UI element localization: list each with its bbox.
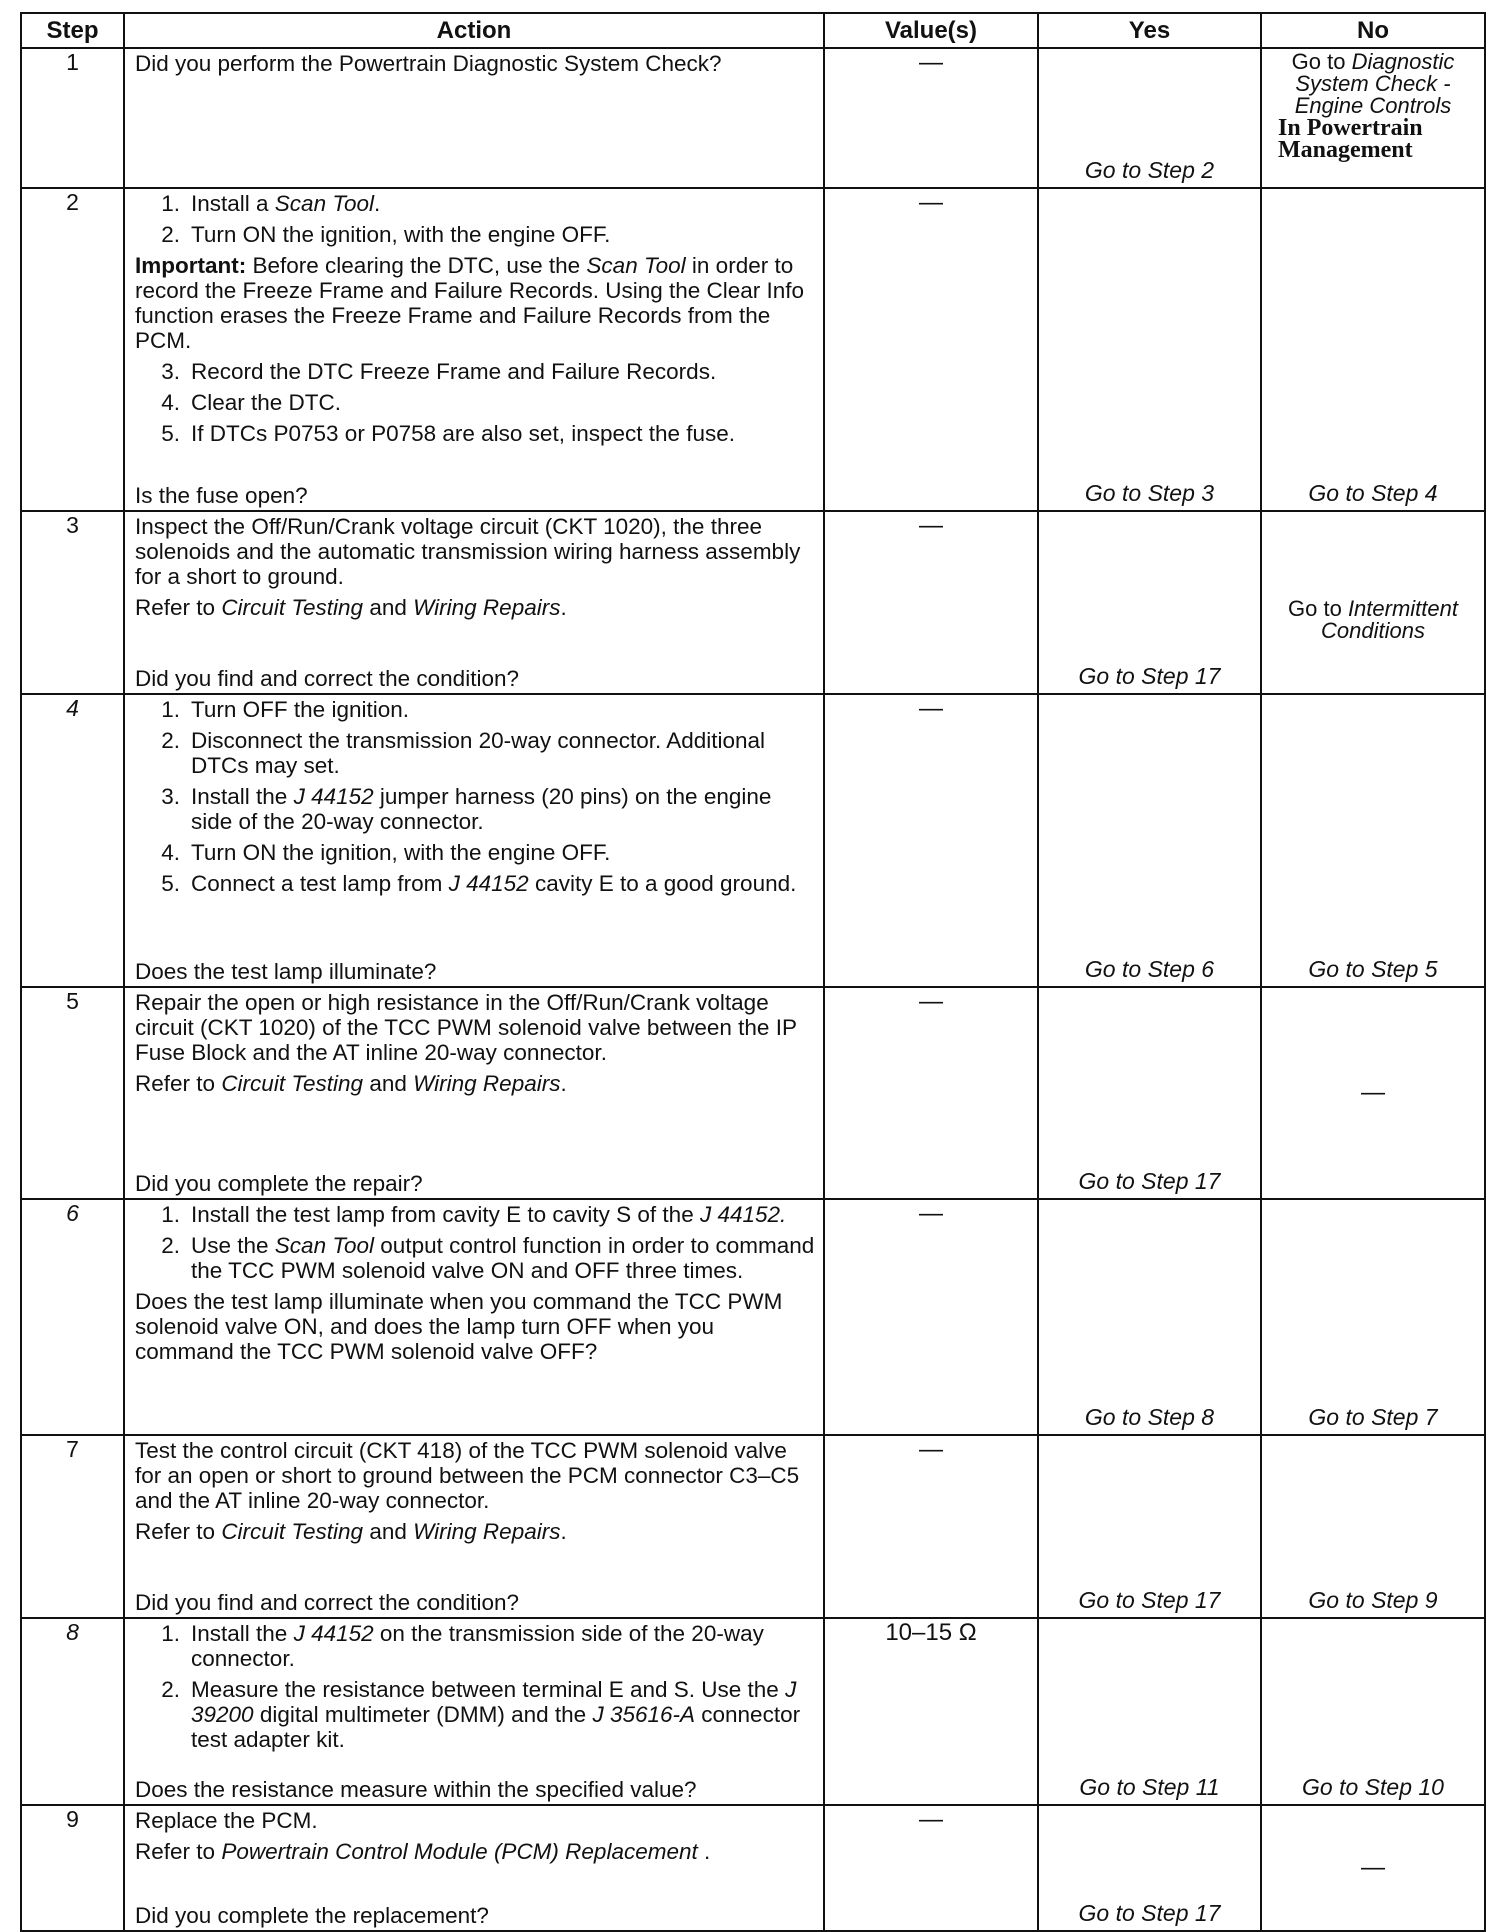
action-text: Test the control circuit (CKT 418) of the TCC PWM solenoid valve for an open or short to ground between the PCM connector C3–C5 and the AT inline 20-way connector.	[135, 1438, 800, 1513]
no-manual-ref: In Powertrain Management	[1278, 115, 1423, 163]
value-cell: —	[824, 1199, 1038, 1435]
action-question: Did you complete the repair?	[135, 1171, 423, 1196]
table-row-step-9	[21, 1805, 1485, 1931]
action-cell	[124, 188, 824, 511]
no-goto-label: Go to	[1288, 596, 1342, 621]
action-question: Does the test lamp illuminate?	[135, 959, 437, 984]
list-item: 1. Turn OFF the ignition.	[161, 697, 410, 722]
wiring-repairs-link[interactable]: Wiring Repairs	[413, 595, 561, 620]
action-question: Did you find and correct the condition?	[135, 666, 519, 691]
no-goto-link[interactable]: Intermittent Conditions	[1321, 596, 1458, 643]
list-item: 5. If DTCs P0753 or P0758 are also set, inspect the fuse.	[161, 421, 736, 446]
value-cell: —	[824, 694, 1038, 987]
yes-goto[interactable]: Go to Step 17	[1078, 663, 1221, 689]
yes-cell	[1038, 188, 1261, 511]
refer-text: Refer to Circuit Testing and Wiring Repairs.	[135, 1071, 567, 1096]
yes-cell	[1038, 1805, 1261, 1931]
no-cell	[1261, 48, 1485, 188]
header-yes: Yes	[1038, 13, 1261, 48]
list-item: 1. Install the test lamp from cavity E to cavity S of the J 44152.	[161, 1202, 787, 1227]
refer-text: Refer to Circuit Testing and Wiring Repairs.	[135, 1519, 567, 1544]
no-goto[interactable]: Go to Step 5	[1308, 956, 1438, 982]
action-cell	[124, 1435, 824, 1618]
table-row-step-3	[21, 511, 1485, 694]
no-cell	[1261, 694, 1485, 987]
table-row-step-4	[21, 694, 1485, 987]
list-item: 4. Turn ON the ignition, with the engine OFF.	[161, 840, 611, 865]
yes-goto[interactable]: Go to Step 17	[1078, 1587, 1221, 1613]
step-number: 3	[21, 511, 124, 694]
table-row-step-2	[21, 188, 1485, 511]
list-item: 2. Turn ON the ignition, with the engine OFF.	[161, 222, 611, 247]
circuit-testing-link[interactable]: Circuit Testing	[221, 1519, 364, 1544]
no-cell	[1261, 1805, 1485, 1931]
refer-text: Refer to Circuit Testing and Wiring Repairs.	[135, 595, 567, 620]
list-item: 5. Connect a test lamp from J 44152 cavity E to a good ground.	[161, 871, 797, 896]
value-cell: —	[824, 1805, 1038, 1931]
no-dash: —	[1361, 1079, 1385, 1106]
no-goto-link[interactable]: Diagnostic System Check - Engine Controls	[1294, 49, 1455, 118]
value-cell: —	[824, 987, 1038, 1199]
action-text: Inspect the Off/Run/Crank voltage circuit (CKT 1020), the three solenoids and the automatic transmission wiring harness assembly for a short to ground.	[135, 514, 801, 589]
action-cell	[124, 511, 824, 694]
header-value: Value(s)	[824, 13, 1038, 48]
action-question: Is the fuse open?	[135, 483, 308, 508]
action-question: Did you find and correct the condition?	[135, 1590, 519, 1615]
refer-text: Refer to Powertrain Control Module (PCM) Replacement .	[135, 1839, 711, 1864]
yes-cell	[1038, 1618, 1261, 1805]
header-row	[21, 13, 1485, 48]
diagnostic-table	[20, 12, 1486, 1932]
action-cell	[124, 48, 824, 188]
list-item: 3. Record the DTC Freeze Frame and Failure Records.	[161, 359, 717, 384]
value-cell: —	[824, 1435, 1038, 1618]
value-cell: —	[824, 511, 1038, 694]
step-number: 1	[21, 48, 124, 188]
circuit-testing-link[interactable]: Circuit Testing	[221, 1071, 364, 1096]
action-cell	[124, 1618, 824, 1805]
no-goto[interactable]: Go to Step 4	[1308, 480, 1438, 506]
action-text: Repair the open or high resistance in the Off/Run/Crank voltage circuit (CKT 1020) of the TCC PWM solenoid valve between the IP Fuse Block and the AT inline 20-way connector.	[135, 990, 797, 1065]
step-number: 4	[21, 694, 124, 987]
action-question: Did you complete the replacement?	[135, 1903, 489, 1928]
table-row-step-6	[21, 1199, 1485, 1435]
yes-cell	[1038, 511, 1261, 694]
table-row-step-7	[21, 1435, 1485, 1618]
header-no: No	[1261, 13, 1485, 48]
yes-cell	[1038, 1435, 1261, 1618]
yes-cell	[1038, 694, 1261, 987]
list-item: 2. Disconnect the transmission 20-way connector. Additional DTCs may set.	[161, 728, 766, 778]
step-number: 6	[21, 1199, 124, 1435]
list-item: 1. Install a Scan Tool.	[161, 191, 381, 216]
action-question: Does the test lamp illuminate when you command the TCC PWM solenoid valve ON, and does the lamp turn OFF when you command the TCC PWM solenoid valve OFF?	[135, 1289, 783, 1364]
action-cell	[124, 987, 824, 1199]
no-cell	[1261, 1435, 1485, 1618]
list-item: 4. Clear the DTC.	[161, 390, 342, 415]
step-number: 7	[21, 1435, 124, 1618]
action-cell	[124, 1805, 824, 1931]
no-goto[interactable]: Go to Step 9	[1308, 1587, 1438, 1613]
header-action: Action	[124, 13, 824, 48]
action-text: Replace the PCM.	[135, 1808, 318, 1833]
no-cell	[1261, 1199, 1485, 1435]
pcm-replacement-link[interactable]: Powertrain Control Module (PCM) Replacement	[221, 1839, 698, 1864]
step-number: 2	[21, 188, 124, 511]
no-dash: —	[1361, 1854, 1385, 1881]
no-goto-label: Go to	[1291, 49, 1346, 74]
table-row-step-8	[21, 1618, 1485, 1805]
no-cell	[1261, 987, 1485, 1199]
yes-cell	[1038, 1199, 1261, 1435]
action-cell	[124, 694, 824, 987]
yes-goto[interactable]: Go to Step 2	[1084, 157, 1215, 183]
action-question: Does the resistance measure within the specified value?	[135, 1777, 697, 1802]
action-cell	[124, 1199, 824, 1435]
circuit-testing-link[interactable]: Circuit Testing	[221, 595, 364, 620]
table-row-step-5	[21, 987, 1485, 1199]
list-item: 2. Use the Scan Tool output control function in order to command the TCC PWM solenoid valve ON and OFF three times.	[161, 1233, 815, 1283]
header-step: Step	[21, 13, 124, 48]
step-number: 9	[21, 1805, 124, 1931]
list-item: 2. Measure the resistance between terminal E and S. Use the J 39200 digital multimeter (DMM) and the J 35616-A connector test adapter kit.	[161, 1677, 801, 1752]
wiring-repairs-link[interactable]: Wiring Repairs	[413, 1071, 561, 1096]
yes-goto[interactable]: Go to Step 6	[1084, 956, 1215, 982]
list-item: 3. Install the J 44152 jumper harness (20 pins) on the engine side of the 20-way connector.	[161, 784, 772, 834]
step-number: 8	[21, 1618, 124, 1805]
yes-goto[interactable]: Go to Step 11	[1079, 1774, 1220, 1800]
value-cell: —	[824, 188, 1038, 511]
important-note: Important: Before clearing the DTC, use the Scan Tool in order to record the Freeze Frame and Failure Records. Using the Clear Info function erases the Freeze Frame and Failure Records from the PCM.	[135, 253, 805, 353]
step-number: 5	[21, 987, 124, 1199]
yes-cell	[1038, 987, 1261, 1199]
no-cell	[1261, 188, 1485, 511]
yes-cell	[1038, 48, 1261, 188]
yes-goto[interactable]: Go to Step 8	[1084, 1404, 1215, 1430]
no-goto[interactable]: Go to Step 7	[1308, 1404, 1438, 1430]
value-cell: —	[824, 48, 1038, 188]
yes-goto[interactable]: Go to Step 3	[1084, 480, 1215, 506]
list-item: 1. Install the J 44152 on the transmission side of the 20-way connector.	[161, 1621, 764, 1671]
value-cell: 10–15 Ω	[824, 1618, 1038, 1805]
no-cell	[1261, 1618, 1485, 1805]
action-text: Did you perform the Powertrain Diagnostic System Check?	[135, 51, 722, 76]
wiring-repairs-link[interactable]: Wiring Repairs	[413, 1519, 561, 1544]
table-row-step-1	[21, 48, 1485, 188]
no-goto[interactable]: Go to Step 10	[1302, 1774, 1444, 1800]
no-cell	[1261, 511, 1485, 694]
yes-goto[interactable]: Go to Step 17	[1078, 1900, 1221, 1926]
yes-goto[interactable]: Go to Step 17	[1078, 1168, 1221, 1194]
